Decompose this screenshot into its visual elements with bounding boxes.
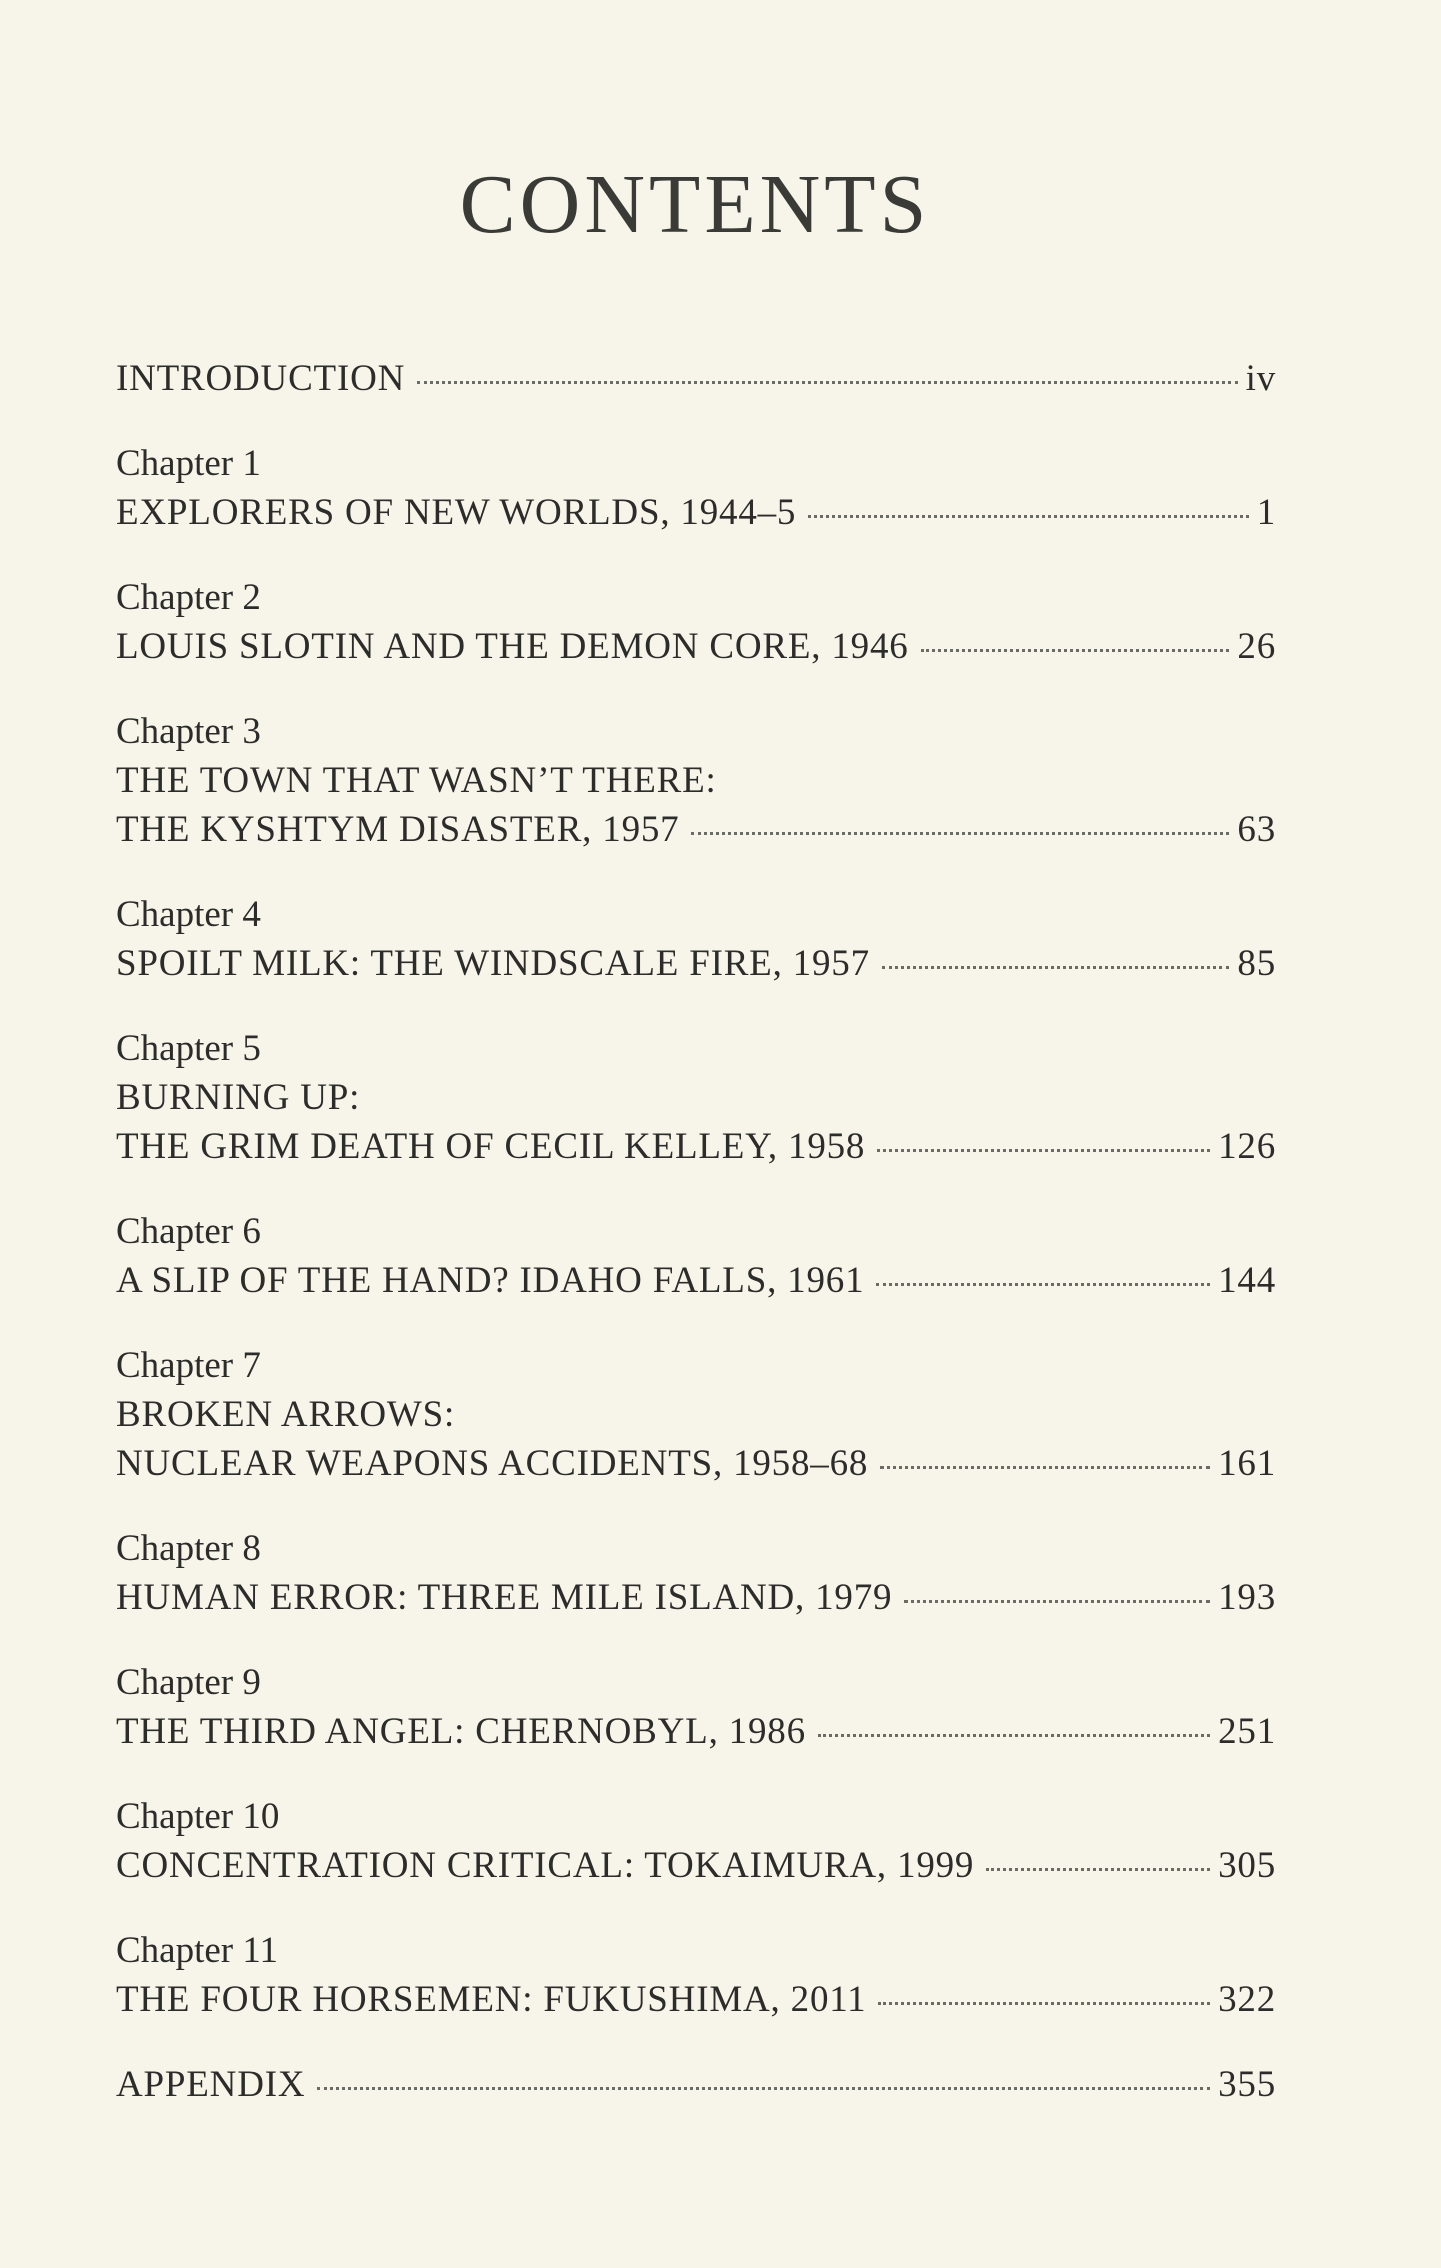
chapter-label: Chapter 8 — [116, 1528, 261, 1569]
dot-leader — [882, 966, 1230, 969]
page-number: 322 — [1218, 1979, 1276, 2020]
dot-leader — [691, 832, 1229, 835]
chapter-label: Chapter 5 — [116, 1028, 261, 1069]
toc-line — [116, 939, 1276, 988]
chapter-label: Chapter 9 — [116, 1662, 261, 1703]
dot-leader — [317, 2087, 1210, 2090]
dot-leader — [921, 649, 1230, 652]
page-number: 144 — [1218, 1260, 1276, 1301]
chapter-label: Chapter 7 — [116, 1345, 261, 1386]
chapter-label: Chapter 3 — [116, 711, 261, 752]
page-title: CONTENTS — [459, 158, 931, 251]
dot-leader — [877, 1149, 1210, 1152]
chapter-label: Chapter 1 — [116, 443, 261, 484]
chapter-title-line — [116, 1390, 1276, 1439]
toc-line — [116, 805, 1276, 854]
chapter-title-text: THE KYSHTYM DISASTER, 1957 — [116, 809, 680, 850]
toc-line — [116, 1975, 1276, 2024]
chapter-title-text: A SLIP OF THE HAND? IDAHO FALLS, 1961 — [116, 1260, 865, 1301]
chapter-title-text: APPENDIX — [116, 2064, 306, 2105]
chapter-title-text: HUMAN ERROR: THREE MILE ISLAND, 1979 — [116, 1577, 893, 1618]
page-number: 355 — [1218, 2064, 1276, 2105]
dot-leader — [986, 1868, 1210, 1871]
chapter-title-text: BROKEN ARROWS: — [116, 1394, 456, 1435]
chapter-title-text: NUCLEAR WEAPONS ACCIDENTS, 1958–68 — [116, 1443, 869, 1484]
toc-entry — [116, 890, 1276, 988]
chapter-label: Chapter 2 — [116, 577, 261, 618]
toc-line — [116, 1841, 1276, 1890]
dot-leader — [904, 1600, 1210, 1603]
toc-line — [116, 1439, 1276, 1488]
chapter-title-text: SPOILT MILK: THE WINDSCALE FIRE, 1957 — [116, 943, 870, 984]
toc-entry — [116, 354, 1276, 403]
toc-entry — [116, 2060, 1276, 2109]
toc-line — [116, 1707, 1276, 1756]
chapter-title-text: THE TOWN THAT WASN’T THERE: — [116, 760, 717, 801]
chapter-title-text: THE FOUR HORSEMEN: FUKUSHIMA, 2011 — [116, 1979, 867, 2020]
dot-leader — [818, 1734, 1210, 1737]
page-number: 251 — [1218, 1711, 1276, 1752]
toc-line — [116, 622, 1276, 671]
chapter-label: Chapter 4 — [116, 894, 261, 935]
chapter-label: Chapter 11 — [116, 1930, 279, 1971]
dot-leader — [880, 1466, 1210, 1469]
toc-entry — [116, 1926, 1276, 2024]
chapter-title-line — [116, 756, 1276, 805]
page-number: 193 — [1218, 1577, 1276, 1618]
dot-leader — [417, 381, 1237, 384]
chapter-title-line — [116, 1073, 1276, 1122]
page-number: 126 — [1218, 1126, 1276, 1167]
dot-leader — [876, 1283, 1210, 1286]
chapter-title-text: EXPLORERS OF NEW WORLDS, 1944–5 — [116, 492, 797, 533]
page-number: 1 — [1256, 492, 1276, 533]
chapter-title-text: LOUIS SLOTIN AND THE DEMON CORE, 1946 — [116, 626, 909, 667]
chapter-title-text: THE GRIM DEATH OF CECIL KELLEY, 1958 — [116, 1126, 866, 1167]
toc-entry — [116, 707, 1276, 854]
toc-entry — [116, 1024, 1276, 1171]
toc-line — [116, 2060, 1276, 2109]
toc-entry — [116, 439, 1276, 537]
toc-entry — [116, 1792, 1276, 1890]
toc-line — [116, 354, 1276, 403]
page-number: 85 — [1237, 943, 1276, 984]
page-number: 161 — [1218, 1443, 1276, 1484]
dot-leader — [878, 2002, 1210, 2005]
page-number: 26 — [1237, 626, 1276, 667]
toc-line — [116, 1573, 1276, 1622]
chapter-label: Chapter 6 — [116, 1211, 261, 1252]
toc-line — [116, 1256, 1276, 1305]
toc-entry — [116, 1658, 1276, 1756]
toc-line — [116, 488, 1276, 537]
chapter-label: Chapter 10 — [116, 1796, 280, 1837]
dot-leader — [808, 515, 1248, 518]
chapter-title-text: INTRODUCTION — [116, 358, 406, 399]
page-number: 63 — [1237, 809, 1276, 850]
page-number: iv — [1245, 358, 1276, 399]
toc-entry — [116, 1341, 1276, 1488]
toc-entry — [116, 1207, 1276, 1305]
toc-line — [116, 1122, 1276, 1171]
chapter-title-text: CONCENTRATION CRITICAL: TOKAIMURA, 1999 — [116, 1845, 975, 1886]
chapter-title-text: THE THIRD ANGEL: CHERNOBYL, 1986 — [116, 1711, 806, 1752]
table-of-contents — [116, 318, 1276, 2109]
chapter-title-text: BURNING UP: — [116, 1077, 361, 1118]
toc-entry — [116, 573, 1276, 671]
toc-entry — [116, 1524, 1276, 1622]
page-number: 305 — [1218, 1845, 1276, 1886]
